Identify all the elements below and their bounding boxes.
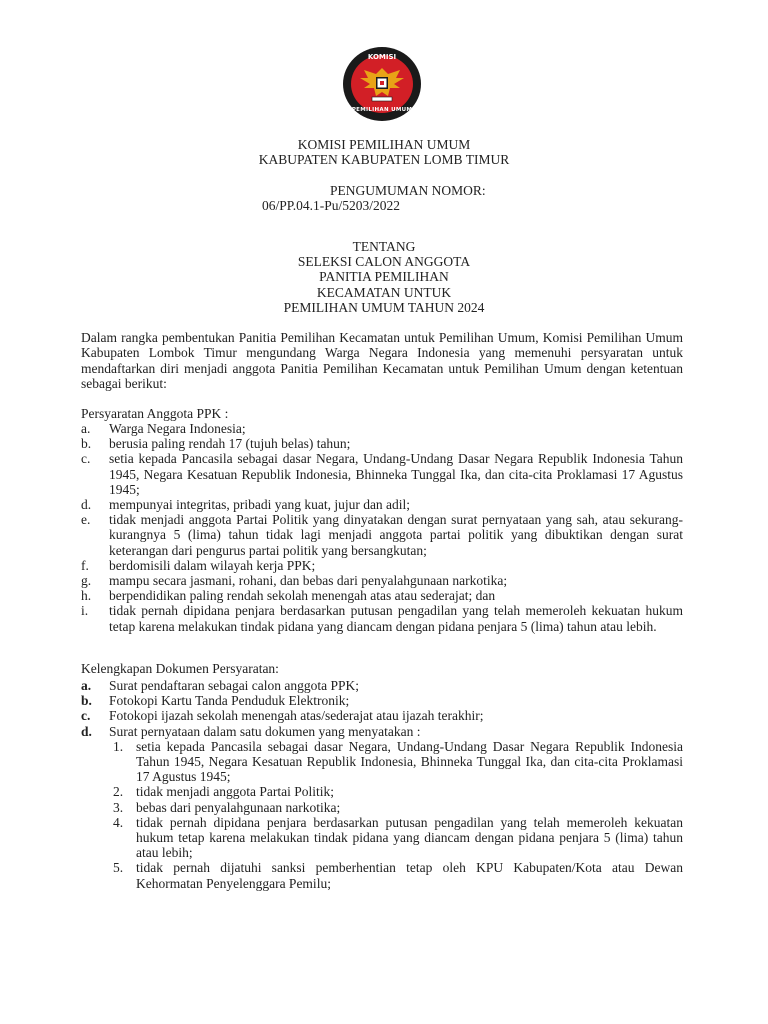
logo-caption-bottom: PEMILIHAN UMUM xyxy=(351,107,413,113)
list-item xyxy=(81,421,683,436)
sublist-item-text: tidak pernah dijatuhi sanksi pemberhentian tetap oleh KPU Kabupaten/Kota atau Dewan Kehormatan Penyelenggara Pemilu; xyxy=(136,860,683,891)
list-item xyxy=(81,436,683,451)
list-item-text: berusia paling rendah 17 (tujuh belas) tahun; xyxy=(109,436,351,452)
list-marker: h. xyxy=(81,588,92,604)
intro-paragraph: Dalam rangka pembentukan Panitia Pemilihan Kecamatan untuk Pemilihan Umum, Komisi Pemilihan Umum Kabupaten Lombok Timur mengundang Warga Negara Indonesia yang memenuhi persyaratan untuk mendaftarkan diri menjadi anggota Panitia Pemilihan Kecamatan untuk Pemilihan Umum dengan ketentuan sebagai berikut: xyxy=(81,330,683,392)
list-item-text: berpendidikan paling rendah sekolah menengah atas atau sederajat; dan xyxy=(109,588,496,604)
list-marker: a. xyxy=(81,678,92,693)
sublist-item xyxy=(109,860,683,890)
list-marker: d. xyxy=(81,723,92,739)
header-line-2: KABUPATEN KABUPATEN LOMB TIMUR xyxy=(258,152,510,167)
list-item-text: mempunyai integritas, pribadi yang kuat, jujur dan adil; xyxy=(109,497,411,513)
subject-line: KECAMATAN UNTUK xyxy=(316,284,452,300)
announcement-number-label: PENGUMUMAN NOMOR: xyxy=(330,183,486,198)
list-item-text: tidak pernah dipidana penjara berdasarkan putusan pengadilan yang telah memeroleh kekuatan hukum tetap karena melakukan tindak pidana yang diancam dengan pidana penjara 5 (lima) tahun atau lebih. xyxy=(109,603,683,634)
requirements-title: Persyaratan Anggota PPK : xyxy=(81,406,229,421)
list-item-text: mampu secara jasmani, rohani, dan bebas dari penyalahgunaan narkotika; xyxy=(109,573,508,589)
list-item xyxy=(81,558,683,573)
list-item-text: Surat pernyataan dalam satu dokumen yang menyatakan : xyxy=(109,723,421,739)
list-item-text: Surat pendaftaran sebagai calon anggota PPK; xyxy=(109,678,360,693)
list-item-text: berdomisili dalam wilayah kerja PPK; xyxy=(109,557,316,573)
sublist-marker: 4. xyxy=(113,814,124,830)
sublist-item-text: tidak menjadi anggota Partai Politik; xyxy=(136,784,334,800)
logo-caption-bottom-wrap xyxy=(350,107,414,114)
list-item xyxy=(81,573,683,588)
statement-sublist-wrap xyxy=(109,739,683,891)
list-marker: i. xyxy=(81,603,89,619)
list-marker: g. xyxy=(81,573,92,589)
list-marker: c. xyxy=(81,708,91,724)
logo-caption xyxy=(355,53,409,61)
list-marker: b. xyxy=(81,436,92,452)
header-line-1: KOMISI PEMILIHAN UMUM xyxy=(297,137,471,152)
list-item xyxy=(81,603,683,633)
list-item-text: Fotokopi Kartu Tanda Penduduk Elektronik; xyxy=(109,693,350,709)
documents-title: Kelengkapan Dokumen Persyaratan: xyxy=(81,661,279,676)
subject-line: SELEKSI CALON ANGGOTA xyxy=(297,254,471,270)
sublist-item xyxy=(109,800,683,815)
requirements-list xyxy=(81,421,683,634)
list-item xyxy=(81,451,683,497)
sublist-marker: 3. xyxy=(113,799,124,815)
list-item xyxy=(81,678,683,693)
list-item xyxy=(81,724,683,739)
list-item xyxy=(81,512,683,558)
sublist-item xyxy=(109,784,683,799)
sublist-marker: 1. xyxy=(113,738,124,754)
sublist-item xyxy=(109,815,683,861)
list-marker: b. xyxy=(81,693,92,709)
list-marker: d. xyxy=(81,497,92,513)
subject-line: PEMILIHAN UMUM TAHUN 2024 xyxy=(283,299,485,315)
sublist-marker: 5. xyxy=(113,860,124,876)
list-item-text: Warga Negara Indonesia; xyxy=(109,421,246,436)
list-item xyxy=(81,588,683,603)
list-item xyxy=(81,497,683,512)
statement-sublist xyxy=(109,739,683,891)
list-marker: a. xyxy=(81,421,91,436)
sublist-item-text: bebas dari penyalahgunaan narkotika; xyxy=(136,799,341,815)
list-item xyxy=(81,708,683,723)
list-item xyxy=(81,693,683,708)
list-marker: f. xyxy=(81,557,89,573)
subject-block xyxy=(0,239,768,315)
list-marker: c. xyxy=(81,451,91,467)
subject-line: PANITIA PEMILIHAN xyxy=(319,269,449,285)
list-item-text: Fotokopi ijazah sekolah menengah atas/sederajat atau ijazah terakhir; xyxy=(109,708,484,724)
announcement-number-value: 06/PP.04.1-Pu/5203/2022 xyxy=(262,198,401,213)
list-marker: e. xyxy=(81,512,91,528)
sublist-item xyxy=(109,739,683,785)
logo-caption-top: KOMISI xyxy=(367,53,397,61)
list-item-text: tidak menjadi anggota Partai Politik yang dinyatakan dengan surat pernyataan yang sah, atau sekurang-kurangnya 5 (lima) tahun tidak lagi menjadi anggota partai politik yang dibuktikan dengan surat keterangan dari pengurus partai politik yang bersangkutan; xyxy=(109,512,683,558)
documents-list xyxy=(81,678,683,891)
list-item-text: setia kepada Pancasila sebagai dasar Negara, Undang-Undang Dasar Negara Republik Indonesia Tahun 1945, Negara Kesatuan Republik Indonesia, Bhinneka Tunggal Ika, dan cita-cita Proklamasi 17 Agustus 1945; xyxy=(109,451,683,497)
sublist-item-text: tidak pernah dipidana penjara berdasarkan putusan pengadilan yang telah memeroleh kekuatan hukum tetap karena melakukan tindak pidana yang diancam dengan pidana penjara 5 (lima) tahun atau lebih; xyxy=(136,814,683,861)
subject-line: TENTANG xyxy=(352,239,416,254)
sublist-marker: 2. xyxy=(113,784,124,800)
sublist-item-text: setia kepada Pancasila sebagai dasar Negara, Undang-Undang Dasar Negara Republik Indonesia Tahun 1945, Negara Kesatuan Republik Indonesia, Bhinneka Tunggal Ika, dan cita-cita Proklamasi 17 Agustus 1945; xyxy=(136,738,683,785)
